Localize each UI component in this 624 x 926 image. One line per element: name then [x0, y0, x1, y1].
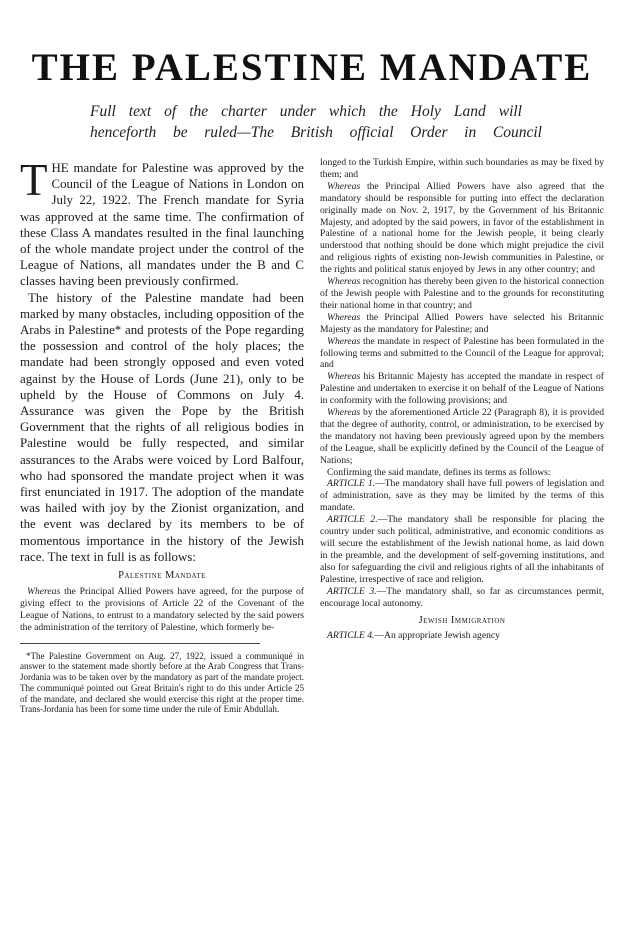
- right-column: [320, 157, 604, 642]
- history-paragraph: The history of the Palestine mandate had been marked by many obstacles, including opposition of the Arabs in Palestine* and protests of the Pope regarding the possession and control of the holy places; the mandate had been strongly opposed and even voted against by the House of Lords (June 21), only to be upheld by the House of Commons on July 4. Assurance was given the Pope by the British Government that the rights of all religious bodies in Palestine would be fully respected, and similar assurances to the Arabs were voiced by Lord Balfour, who had sponsored the mandate project when it was first enunciated in 1917. The adoption of the mandate was hailed with joy by the Zionist organization, and the event was declared by its members to be of momentous importance in the history of the Jewish race. The text in full is as follows:: [20, 290, 304, 564]
- left-column: [20, 155, 304, 715]
- subtitle-line-2: henceforth be ruled—The British official Order in Council: [90, 124, 542, 141]
- article-2: ARTICLE 2.—The mandatory shall be responsible for placing the country under such political, administrative, and economic conditions as will secure the establishment of the Jewish national home, as laid down in the preamble, and the development of self-governing institutions, and also for safeguarding the civil and religious rights of all the inhabitants of Palestine, irrespective of race and religion.: [320, 514, 604, 585]
- page-subtitle: [90, 101, 570, 143]
- page-title: THE PALESTINE MANDATE: [31, 46, 593, 89]
- confirming-paragraph: Confirming the said mandate, defines its terms as follows:: [327, 466, 551, 478]
- mandate-text: the Principal Allied Powers have agreed, for the purpose of giving effect to the provisions of Article 22 of the Covenant of the League of Nations, to entrust to a mandatory selected by the said powers the administration of the territory of Palestine, which formerly be-: [20, 586, 304, 633]
- article-4: ARTICLE 4.—An appropriate Jewish agency: [327, 630, 500, 642]
- whereas-paragraph-1: Whereas the Principal Allied Powers have also agreed that the mandatory should be responsible for putting into effect the declaration originally made on Nov. 2, 1917, by the Government of his Britannic Majesty, and adopted by the said powers, in favor of the establishment in Palestine of a national home for the Jewish people, it being clearly understood that nothing should be done which might prejudice the civil and religious rights of existing non-Jewish communities in Palestine, or the rights and political status enjoyed by Jews in any other country; and: [320, 180, 604, 276]
- whereas-paragraph-6: Whereas by the aforementioned Article 22 (Paragraph 8), it is provided that the degree of authority, control, or administration, to be exercised by the mandatory not having been previously agreed upon by the members of the League, shall be explicitly defined by the Council of the League of Nations;: [320, 407, 604, 466]
- whereas-paragraph-4: Whereas the mandate in respect of Palestine has been formulated in the following terms and submitted to the Council of the League for approval; and: [320, 335, 604, 371]
- section-heading-palestine-mandate: Palestine Mandate: [118, 570, 206, 582]
- drop-cap: T: [20, 155, 48, 205]
- subtitle-line-1: Full text of the charter under which the Holy Land will: [90, 103, 522, 120]
- intro-text: HE mandate for Palestine was approved by the Council of the League of Nations in London on July 22, 1922. The French mandate for Syria was approved at the same time. The confirmation of these Class A mandates resulted in the final launching of the whole mandate project under the control of the League of Nations, all mandates under the B and C classes having been previously confirmed.: [20, 161, 304, 289]
- footnote-divider: [20, 643, 260, 644]
- article-1: ARTICLE 1.—The mandatory shall have full powers of legislation and of administration, save as they may be limited by the terms of this mandate.: [320, 478, 604, 514]
- whereas-paragraph-5: Whereas his Britannic Majesty has accepted the mandate in respect of Palestine and undertaken to exercise it on behalf of the League of Nations in conformity with the following provisions; and: [320, 371, 604, 407]
- whereas-paragraph-3: Whereas the Principal Allied Powers have selected his Britannic Majesty as the mandatory for Palestine; and: [320, 311, 604, 335]
- article-3: ARTICLE 3.—The mandatory shall, so far as circumstances permit, encourage local autonomy.: [320, 585, 604, 609]
- whereas-lead: Whereas: [27, 586, 61, 598]
- intro-paragraph: [20, 155, 304, 290]
- whereas-paragraph-2: Whereas recognition has thereby been given to the historical connection of the Jewish people with Palestine and to the grounds for reconstituting their national home in that country; and: [320, 276, 604, 311]
- mandate-text-paragraph: [20, 586, 304, 634]
- section-heading-jewish-immigration: Jewish Immigration: [418, 615, 506, 627]
- continued-paragraph: longed to the Turkish Empire, within such boundaries as may be fixed by them; and: [320, 157, 604, 180]
- footnote: *The Palestine Government on Aug. 27, 1922, issued a communiqué in answer to the statement made shortly before at the Arab Congress that Trans-Jordania was to be taken over by the mandatory as part of the mandate project. The communiqué pointed out Great Britain's right to do this under Article 25 of the mandate, and declared she would exercise this right at the proper time. Trans-Jordania has been for some time under the rule of Emir Abdullah.: [20, 650, 304, 715]
